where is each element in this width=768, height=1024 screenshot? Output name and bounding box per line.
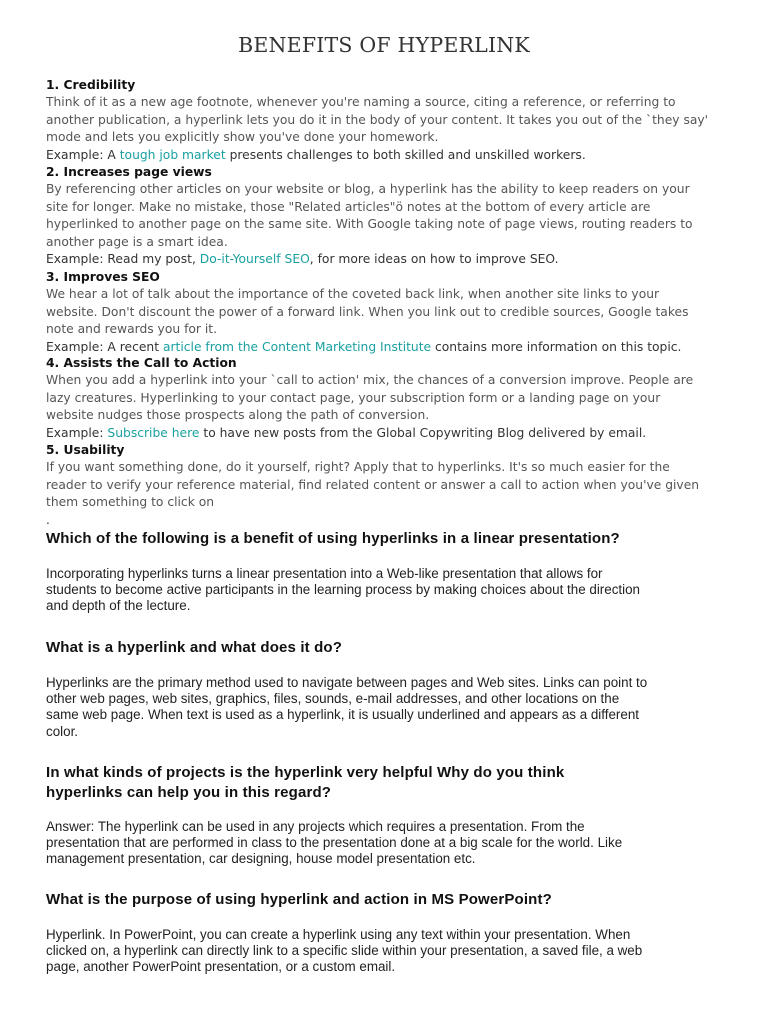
question-heading — [46, 890, 736, 910]
body-line: If you want something done, do it yourself, right? Apply that to hyperlinks. It's so much easier for the — [46, 460, 670, 475]
example-text: presents challenges to both skilled and unskilled workers. — [225, 147, 586, 162]
question-line: In what kinds of projects is the hyperlink very helpful Why do you think — [46, 764, 565, 781]
example-label: Example: — [46, 425, 104, 440]
benefit-usability — [46, 442, 726, 512]
example-link[interactable]: Do-it-Yourself SEO — [199, 252, 310, 267]
body-line: lazy creatures. Hyperlinking to your contact page, your subscription form or a landing page on your — [46, 390, 661, 405]
body-line: note and rewards you for it. — [46, 322, 218, 337]
answer-line: students to become active participants in the learning process by making choices about the direction — [46, 582, 640, 598]
body-line: We hear a lot of talk about the importance of the coveted back link, when another site links to your — [46, 287, 660, 302]
body-line: reader to verify your reference material, find related content or answer a call to action when you've given — [46, 477, 700, 492]
body-line: When you add a hyperlink into your `call to action' mix, the chances of a conversion improve. People are — [46, 373, 694, 388]
example-text: to have new posts from the Global Copywriting Blog delivered by email. — [199, 425, 647, 440]
example-text: Read my post, — [103, 252, 200, 267]
answer-line: Answer: The hyperlink can be used in any projects which requires a presentation. From the — [46, 819, 585, 834]
answer-line: presentation that are performed in class to the presentation done at a big scale for the world. Like — [46, 835, 623, 851]
body-line: hyperlinked to another page on the same site. With Google taking note of page views, routing readers to — [46, 217, 693, 232]
example-text: A recent — [103, 339, 163, 354]
example-line — [46, 425, 726, 442]
separator-dot: . — [46, 513, 50, 527]
example-line — [46, 339, 726, 356]
answer-line: Incorporating hyperlinks turns a linear presentation into a Web-like presentation that allows for — [46, 566, 603, 581]
answer-paragraph — [46, 675, 726, 740]
benefit-heading: 1. Credibility — [46, 78, 136, 92]
example-link[interactable]: tough job market — [119, 147, 226, 162]
question-line: What is a hyperlink and what does it do? — [46, 639, 343, 656]
answer-paragraph — [46, 566, 726, 615]
benefit-heading: 3. Improves SEO — [46, 270, 160, 284]
example-line — [46, 251, 726, 268]
answer-line: color. — [46, 723, 79, 739]
body-line: Think of it as a new age footnote, whenever you're naming a source, citing a reference, or referring to — [46, 95, 676, 110]
benefit-heading: 4. Assists the Call to Action — [46, 356, 237, 370]
answer-line: and depth of the lecture. — [46, 598, 191, 614]
answer-line: other web pages, web sites, graphics, files, sounds, e-mail addresses, and other locations on the — [46, 691, 620, 707]
example-link[interactable]: article from the Content Marketing Institute — [162, 339, 432, 354]
benefit-page-views — [46, 164, 726, 268]
benefit-heading: 2. Increases page views — [46, 165, 212, 179]
answer-paragraph — [46, 927, 726, 976]
example-text: , for more ideas on how to improve SEO. — [309, 252, 559, 267]
benefit-heading: 5. Usability — [46, 443, 125, 457]
example-label: Example: — [46, 252, 104, 267]
example-line — [46, 147, 726, 164]
page-title: BENEFITS OF HYPERLINK — [238, 33, 530, 57]
answer-line: clicked on, a hyperlink can directly link to a specific slide within your presentation, a saved file, a web — [46, 943, 643, 959]
body-line: By referencing other articles on your website or blog, a hyperlink has the ability to keep readers on your — [46, 182, 690, 197]
example-text: A — [103, 147, 120, 162]
question-heading — [46, 763, 736, 802]
question-line: What is the purpose of using hyperlink and action in MS PowerPoint? — [46, 891, 552, 908]
example-text: contains more information on this topic. — [431, 339, 682, 354]
question-heading — [46, 638, 736, 658]
body-line: another page is a smart idea. — [46, 234, 228, 249]
body-line: them something to click on — [46, 495, 215, 510]
question-line: Which of the following is a benefit of using hyperlinks in a linear presentation? — [46, 530, 620, 547]
example-link[interactable]: Subscribe here — [107, 425, 200, 440]
question-line: hyperlinks can help you in this regard? — [46, 783, 332, 801]
answer-line: page, another PowerPoint presentation, or a custom email. — [46, 959, 396, 975]
answer-line: Hyperlinks are the primary method used to navigate between pages and Web sites. Links can point to — [46, 675, 648, 690]
benefit-call-to-action — [46, 355, 726, 442]
question-heading — [46, 529, 736, 549]
body-line: mode and lets you explicitly show you've done your homework. — [46, 130, 439, 145]
body-line: website nudges those prospects along the path of conversion. — [46, 408, 430, 423]
body-line: website. Don't discount the power of a forward link. When you link out to credible sources, Google takes — [46, 304, 689, 319]
answer-line: Hyperlink. In PowerPoint, you can create a hyperlink using any text within your presentation. When — [46, 927, 631, 942]
answer-line: management presentation, car designing, house model presentation etc. — [46, 851, 476, 867]
answer-paragraph — [46, 819, 726, 868]
body-line: another publication, a hyperlink lets you do it in the body of your content. It takes you out of the `they say' — [46, 112, 709, 127]
answer-line: same web page. When text is used as a hyperlink, it is usually underlined and appears as a different — [46, 707, 640, 723]
benefit-seo — [46, 269, 726, 356]
example-label: Example: — [46, 147, 104, 162]
body-line: site for longer. Make no mistake, those "Related articles"ö notes at the bottom of every article are — [46, 199, 651, 214]
benefit-credibility — [46, 77, 726, 164]
example-label: Example: — [46, 339, 104, 354]
